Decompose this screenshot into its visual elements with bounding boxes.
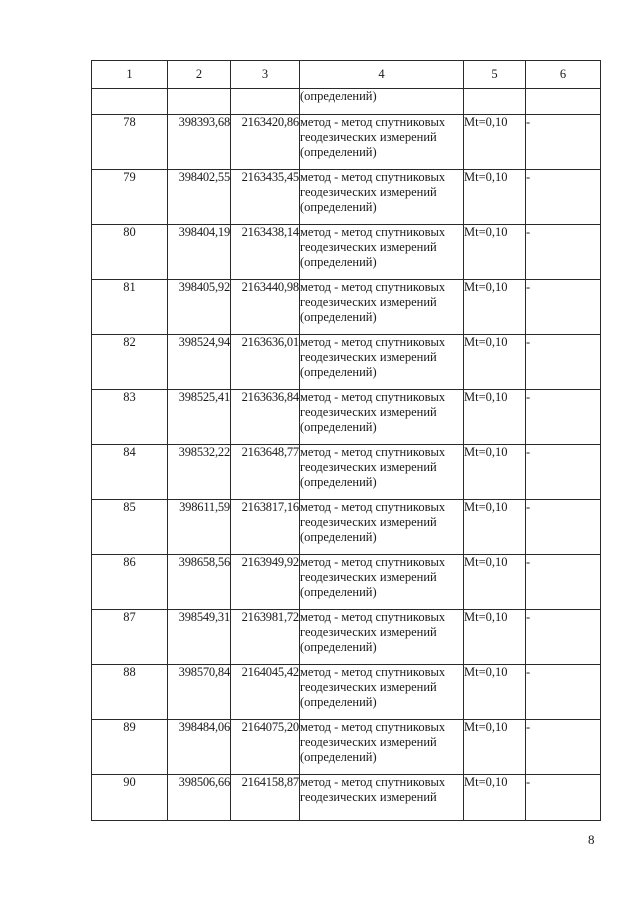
- accuracy-value: Mt=0,10: [464, 500, 526, 555]
- table-body: [92, 115, 601, 821]
- method-line-2: геодезических измерений: [300, 130, 437, 144]
- coordinate-y: 2164158,87: [231, 775, 300, 821]
- coordinate-x: 398484,06: [168, 720, 231, 775]
- note-value: -: [526, 665, 601, 720]
- column-header-3: 3: [231, 61, 300, 89]
- table-row: [92, 170, 601, 225]
- table-row: [92, 775, 601, 821]
- note-value: -: [526, 335, 601, 390]
- note-value: -: [526, 775, 601, 821]
- page-number: 8: [588, 832, 595, 847]
- coordinate-x: 398402,55: [168, 170, 231, 225]
- coordinate-y: 2163420,86: [231, 115, 300, 170]
- method-description: [300, 335, 464, 390]
- note-value: -: [526, 555, 601, 610]
- accuracy-value: Mt=0,10: [464, 775, 526, 821]
- method-line-1: метод - метод спутниковых: [300, 720, 446, 734]
- method-line-3: (определений): [300, 640, 377, 654]
- table-row: [92, 280, 601, 335]
- method-description: [300, 390, 464, 445]
- note-value: -: [526, 115, 601, 170]
- method-line-3: (определений): [300, 255, 377, 269]
- method-line-1: метод - метод спутниковых: [300, 170, 446, 184]
- coordinate-x: 398532,22: [168, 445, 231, 500]
- coordinate-y: 2164075,20: [231, 720, 300, 775]
- note-value: -: [526, 280, 601, 335]
- table-header-row: [92, 61, 601, 89]
- method-line-1: метод - метод спутниковых: [300, 555, 446, 569]
- coordinate-x: 398570,84: [168, 665, 231, 720]
- method-description: [300, 665, 464, 720]
- coordinate-x: 398393,68: [168, 115, 231, 170]
- method-line-3: (определений): [300, 365, 377, 379]
- method-description: [300, 225, 464, 280]
- point-number: 84: [92, 445, 168, 500]
- coordinate-y: 2164045,42: [231, 665, 300, 720]
- table-row: [92, 665, 601, 720]
- method-line-1: метод - метод спутниковых: [300, 390, 446, 404]
- note-value: -: [526, 170, 601, 225]
- method-description: [300, 280, 464, 335]
- column-header-4: 4: [300, 61, 464, 89]
- continuation-cell-3: [231, 89, 300, 115]
- coordinate-y: 2163435,45: [231, 170, 300, 225]
- coordinate-y: 2163817,16: [231, 500, 300, 555]
- continuation-method-text: (определений): [300, 89, 464, 115]
- method-line-2: геодезических измерений: [300, 185, 437, 199]
- table-row: [92, 390, 601, 445]
- column-header-6: 6: [526, 61, 601, 89]
- method-description: [300, 170, 464, 225]
- method-line-1: метод - метод спутниковых: [300, 665, 446, 679]
- point-number: 78: [92, 115, 168, 170]
- method-line-3: (определений): [300, 750, 377, 764]
- point-number: 81: [92, 280, 168, 335]
- continuation-cell-6: [526, 89, 601, 115]
- table-row: [92, 445, 601, 500]
- point-number: 86: [92, 555, 168, 610]
- table-row: [92, 335, 601, 390]
- coordinate-x: 398525,41: [168, 390, 231, 445]
- point-number: 83: [92, 390, 168, 445]
- point-number: 80: [92, 225, 168, 280]
- method-description: [300, 555, 464, 610]
- table-row: [92, 720, 601, 775]
- method-line-1: метод - метод спутниковых: [300, 500, 446, 514]
- coordinates-table: [91, 60, 601, 821]
- accuracy-value: Mt=0,10: [464, 445, 526, 500]
- method-line-1: метод - метод спутниковых: [300, 775, 446, 789]
- coordinate-y: 2163949,92: [231, 555, 300, 610]
- point-number: 85: [92, 500, 168, 555]
- accuracy-value: Mt=0,10: [464, 555, 526, 610]
- method-line-2: геодезических измерений: [300, 350, 437, 364]
- column-header-5: 5: [464, 61, 526, 89]
- continuation-row: [92, 89, 601, 115]
- coordinate-x: 398611,59: [168, 500, 231, 555]
- method-line-3: (определений): [300, 145, 377, 159]
- accuracy-value: Mt=0,10: [464, 225, 526, 280]
- accuracy-value: Mt=0,10: [464, 115, 526, 170]
- method-description: [300, 720, 464, 775]
- coordinate-y: 2163636,84: [231, 390, 300, 445]
- accuracy-value: Mt=0,10: [464, 335, 526, 390]
- point-number: 79: [92, 170, 168, 225]
- method-line-3: (определений): [300, 695, 377, 709]
- method-line-2: геодезических измерений: [300, 240, 437, 254]
- method-description: [300, 445, 464, 500]
- method-line-2: геодезических измерений: [300, 295, 437, 309]
- continuation-cell-1: [92, 89, 168, 115]
- method-line-2: геодезических измерений: [300, 680, 437, 694]
- point-number: 88: [92, 665, 168, 720]
- coordinate-x: 398404,19: [168, 225, 231, 280]
- table-row: [92, 610, 601, 665]
- method-line-1: метод - метод спутниковых: [300, 335, 446, 349]
- method-line-1: метод - метод спутниковых: [300, 115, 446, 129]
- coordinate-y: 2163981,72: [231, 610, 300, 665]
- accuracy-value: Mt=0,10: [464, 720, 526, 775]
- method-line-2: геодезических измерений: [300, 460, 437, 474]
- accuracy-value: Mt=0,10: [464, 390, 526, 445]
- method-line-1: метод - метод спутниковых: [300, 225, 446, 239]
- method-line-3: (определений): [300, 585, 377, 599]
- method-line-2: геодезических измерений: [300, 405, 437, 419]
- table-row: [92, 225, 601, 280]
- note-value: -: [526, 610, 601, 665]
- accuracy-value: Mt=0,10: [464, 280, 526, 335]
- coordinate-y: 2163438,14: [231, 225, 300, 280]
- accuracy-value: Mt=0,10: [464, 170, 526, 225]
- coordinate-x: 398549,31: [168, 610, 231, 665]
- method-line-2: геодезических измерений: [300, 515, 437, 529]
- coordinate-y: 2163648,77: [231, 445, 300, 500]
- method-description: [300, 610, 464, 665]
- point-number: 89: [92, 720, 168, 775]
- note-value: -: [526, 445, 601, 500]
- point-number: 87: [92, 610, 168, 665]
- note-value: -: [526, 390, 601, 445]
- method-line-3: (определений): [300, 200, 377, 214]
- note-value: -: [526, 720, 601, 775]
- coordinate-x: 398524,94: [168, 335, 231, 390]
- continuation-cell-5: [464, 89, 526, 115]
- note-value: -: [526, 225, 601, 280]
- method-description: [300, 775, 464, 821]
- method-line-2: геодезических измерений: [300, 790, 437, 804]
- coordinate-y: 2163440,98: [231, 280, 300, 335]
- method-line-3: (определений): [300, 530, 377, 544]
- coordinate-x: 398658,56: [168, 555, 231, 610]
- column-header-2: 2: [168, 61, 231, 89]
- coordinate-y: 2163636,01: [231, 335, 300, 390]
- point-number: 82: [92, 335, 168, 390]
- method-description: [300, 115, 464, 170]
- table-row: [92, 500, 601, 555]
- note-value: -: [526, 500, 601, 555]
- method-line-2: геодезических измерений: [300, 570, 437, 584]
- table-row: [92, 115, 601, 170]
- continuation-cell-2: [168, 89, 231, 115]
- method-line-3: (определений): [300, 420, 377, 434]
- method-line-3: (определений): [300, 310, 377, 324]
- method-line-1: метод - метод спутниковых: [300, 280, 446, 294]
- accuracy-value: Mt=0,10: [464, 665, 526, 720]
- method-line-1: метод - метод спутниковых: [300, 445, 446, 459]
- coordinate-x: 398405,92: [168, 280, 231, 335]
- column-header-1: 1: [92, 61, 168, 89]
- method-line-2: геодезических измерений: [300, 735, 437, 749]
- method-description: [300, 500, 464, 555]
- method-line-1: метод - метод спутниковых: [300, 610, 446, 624]
- table-row: [92, 555, 601, 610]
- coordinate-x: 398506,66: [168, 775, 231, 821]
- method-line-3: (определений): [300, 475, 377, 489]
- point-number: 90: [92, 775, 168, 821]
- method-line-2: геодезических измерений: [300, 625, 437, 639]
- accuracy-value: Mt=0,10: [464, 610, 526, 665]
